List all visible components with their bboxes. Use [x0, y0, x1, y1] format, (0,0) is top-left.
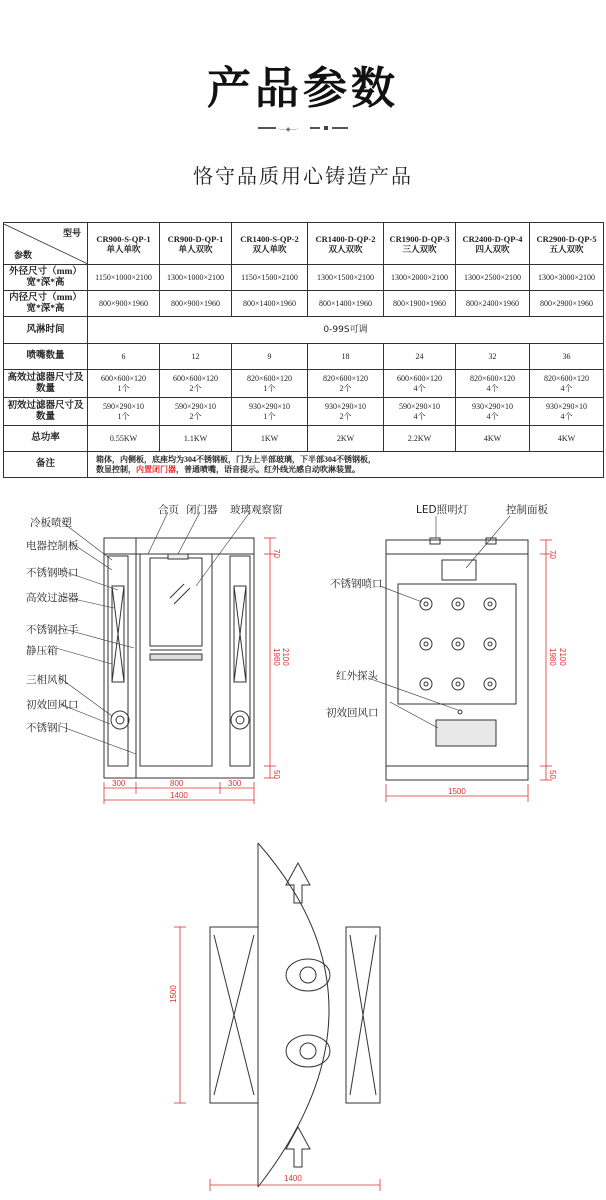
- table-cell: 600×600×120 1个: [88, 370, 160, 398]
- arrow-up-icon: [286, 1127, 310, 1167]
- dim-70: 70: [272, 549, 281, 558]
- arrow-up-icon: [286, 863, 310, 903]
- page-title: 产品参数: [207, 63, 399, 114]
- table-row-inner-size: [4, 291, 604, 317]
- table-row-shower-time: [4, 317, 604, 344]
- table-cell: 600×600×120 2个: [160, 370, 232, 398]
- table-cell: 4KW: [456, 426, 530, 452]
- table-cell: 12: [160, 344, 232, 370]
- svg-text:·—◆—·: ·—◆—·: [278, 126, 299, 132]
- label-return-side: 初效回风口: [326, 707, 379, 719]
- table-cell: 800×1400×1960: [232, 291, 308, 317]
- table-cell: 800×900×1960: [88, 291, 160, 317]
- label-fan: 三相风机: [26, 674, 68, 686]
- table-cell: 18: [308, 344, 384, 370]
- title-divider: [258, 124, 348, 132]
- dim-1500: 1500: [169, 985, 178, 1003]
- table-cell: 820×600×120 1个: [232, 370, 308, 398]
- label-window: 玻璃观察窗: [230, 504, 283, 516]
- table-cell: 1KW: [232, 426, 308, 452]
- table-row-hepa: [4, 370, 604, 398]
- table-row-outer-size: [4, 265, 604, 291]
- label-cold-panel: 冷板喷塑: [30, 517, 72, 529]
- row-label: 风淋时间: [4, 317, 88, 344]
- label-plenum: 静压箱: [26, 645, 58, 657]
- table-cell: 820×600×120 4个: [456, 370, 530, 398]
- table-cell: 6: [88, 344, 160, 370]
- label-nozzle: 不锈钢喷口: [330, 578, 383, 590]
- table-cell: 1300×3000×2100: [530, 265, 604, 291]
- table-cell: 930×290×10 4个: [530, 398, 604, 426]
- row-label: 喷嘴数量: [4, 344, 88, 370]
- top-view-drawing: [150, 835, 410, 1195]
- side-view-drawing: [310, 498, 606, 808]
- label-ss-handle: 不锈钢拉手: [26, 624, 79, 636]
- dim-1400: 1400: [170, 791, 188, 800]
- table-cell: 9: [232, 344, 308, 370]
- table-cell: 1300×1500×2100: [308, 265, 384, 291]
- table-cell: 32: [456, 344, 530, 370]
- table-cell: 0.55KW: [88, 426, 160, 452]
- dim-1980: 1980: [272, 648, 281, 666]
- label-control-panel: 控制面板: [506, 504, 548, 516]
- table-cell: 1300×1000×2100: [160, 265, 232, 291]
- table-cell: 800×2400×1960: [456, 291, 530, 317]
- table-cell: 800×1400×1960: [308, 291, 384, 317]
- label-ss-nozzle: 不锈钢喷口: [26, 567, 79, 579]
- nozzle-grid: [420, 598, 496, 690]
- table-cell: 1150×1500×2100: [232, 265, 308, 291]
- label-ir: 红外探头: [336, 670, 378, 682]
- row-label: 内径尺寸（mm） 宽*深*高: [4, 291, 88, 317]
- model-header: CR900-S-QP-1 单人单吹: [88, 223, 160, 265]
- table-cell: 930×290×10 4个: [456, 398, 530, 426]
- dim-1980: 1980: [548, 648, 557, 666]
- table-row-remark: [4, 452, 604, 478]
- table-cell: 0-99S可调: [88, 317, 604, 344]
- row-label: 初效过滤器尺寸及 数量: [4, 398, 88, 426]
- table-cell: 2.2KW: [384, 426, 456, 452]
- remark-highlight: 内置闭门器: [136, 464, 176, 474]
- table-cell: 820×600×120 2个: [308, 370, 384, 398]
- dim-70: 70: [548, 550, 557, 559]
- model-header: CR2900-D-QP-5 五人双吹: [530, 223, 604, 265]
- table-cell: 590×290×10 4个: [384, 398, 456, 426]
- label-closer: 闭门器: [186, 504, 218, 516]
- label-led: LED照明灯: [416, 504, 469, 516]
- spec-table: [3, 222, 604, 478]
- model-header: CR1400-D-QP-2 双人双吹: [308, 223, 384, 265]
- model-header: CR2400-D-QP-4 四人双吹: [456, 223, 530, 265]
- table-row-nozzles: [4, 344, 604, 370]
- table-cell: 4KW: [530, 426, 604, 452]
- table-cell: 800×1900×1960: [384, 291, 456, 317]
- table-cell: 1300×2000×2100: [384, 265, 456, 291]
- row-label: 外径尺寸（mm） 宽*深*高: [4, 265, 88, 291]
- table-cell: 36: [530, 344, 604, 370]
- label-ss-door: 不锈钢门: [26, 722, 68, 734]
- table-header-row: [4, 223, 604, 265]
- corner-param: 参数: [14, 249, 33, 260]
- label-return: 初效回风口: [26, 699, 79, 711]
- table-cell: 590×290×10 2个: [160, 398, 232, 426]
- table-cell: 930×290×10 1个: [232, 398, 308, 426]
- page-subtitle: 恪守品质用心铸造产品: [193, 164, 413, 188]
- label-hinge: 合页: [158, 504, 179, 516]
- table-cell: 800×2900×1960: [530, 291, 604, 317]
- corner-cell: [4, 223, 88, 265]
- dim-2100: 2100: [558, 648, 567, 666]
- label-elec-panel: 电器控制板: [26, 540, 79, 552]
- table-cell: 590×290×10 1个: [88, 398, 160, 426]
- table-cell: 24: [384, 344, 456, 370]
- corner-model: 型号: [62, 227, 81, 238]
- dim-1500: 1500: [448, 787, 466, 796]
- label-hepa: 高效过滤器: [26, 592, 79, 604]
- table-row-power: [4, 426, 604, 452]
- dim-300-left: 300: [112, 779, 126, 788]
- dim-2100: 2100: [281, 648, 290, 666]
- table-cell: 800×900×1960: [160, 291, 232, 317]
- table-row-pre-filter: [4, 398, 604, 426]
- dim-800: 800: [170, 779, 184, 788]
- dim-1400: 1400: [284, 1174, 302, 1183]
- table-cell: 1150×1000×2100: [88, 265, 160, 291]
- row-label: 高效过滤器尺寸及 数量: [4, 370, 88, 398]
- model-header: CR1900-D-QP-3 三人双吹: [384, 223, 456, 265]
- dim-50: 50: [272, 770, 281, 779]
- row-label: 总功率: [4, 426, 88, 452]
- dim-300-right: 300: [228, 779, 242, 788]
- model-header: CR900-D-QP-1 单人双吹: [160, 223, 232, 265]
- table-cell: 1300×2500×2100: [456, 265, 530, 291]
- remark-cell: 箱体，内侧板，底座均为304不锈钢板，门为上半部玻璃，下半部304不锈钢板， 数显控制，内置闭门器，普通喷嘴，语音提示。红外线光感自动吹淋装置。: [88, 452, 604, 478]
- table-cell: 930×290×10 2个: [308, 398, 384, 426]
- table-cell: 600×600×120 4个: [384, 370, 456, 398]
- table-cell: 2KW: [308, 426, 384, 452]
- model-header: CR1400-S-QP-2 双人单吹: [232, 223, 308, 265]
- table-cell: 820×600×120 4个: [530, 370, 604, 398]
- table-cell: 1.1KW: [160, 426, 232, 452]
- dim-50: 50: [548, 770, 557, 779]
- row-label: 备注: [4, 452, 88, 478]
